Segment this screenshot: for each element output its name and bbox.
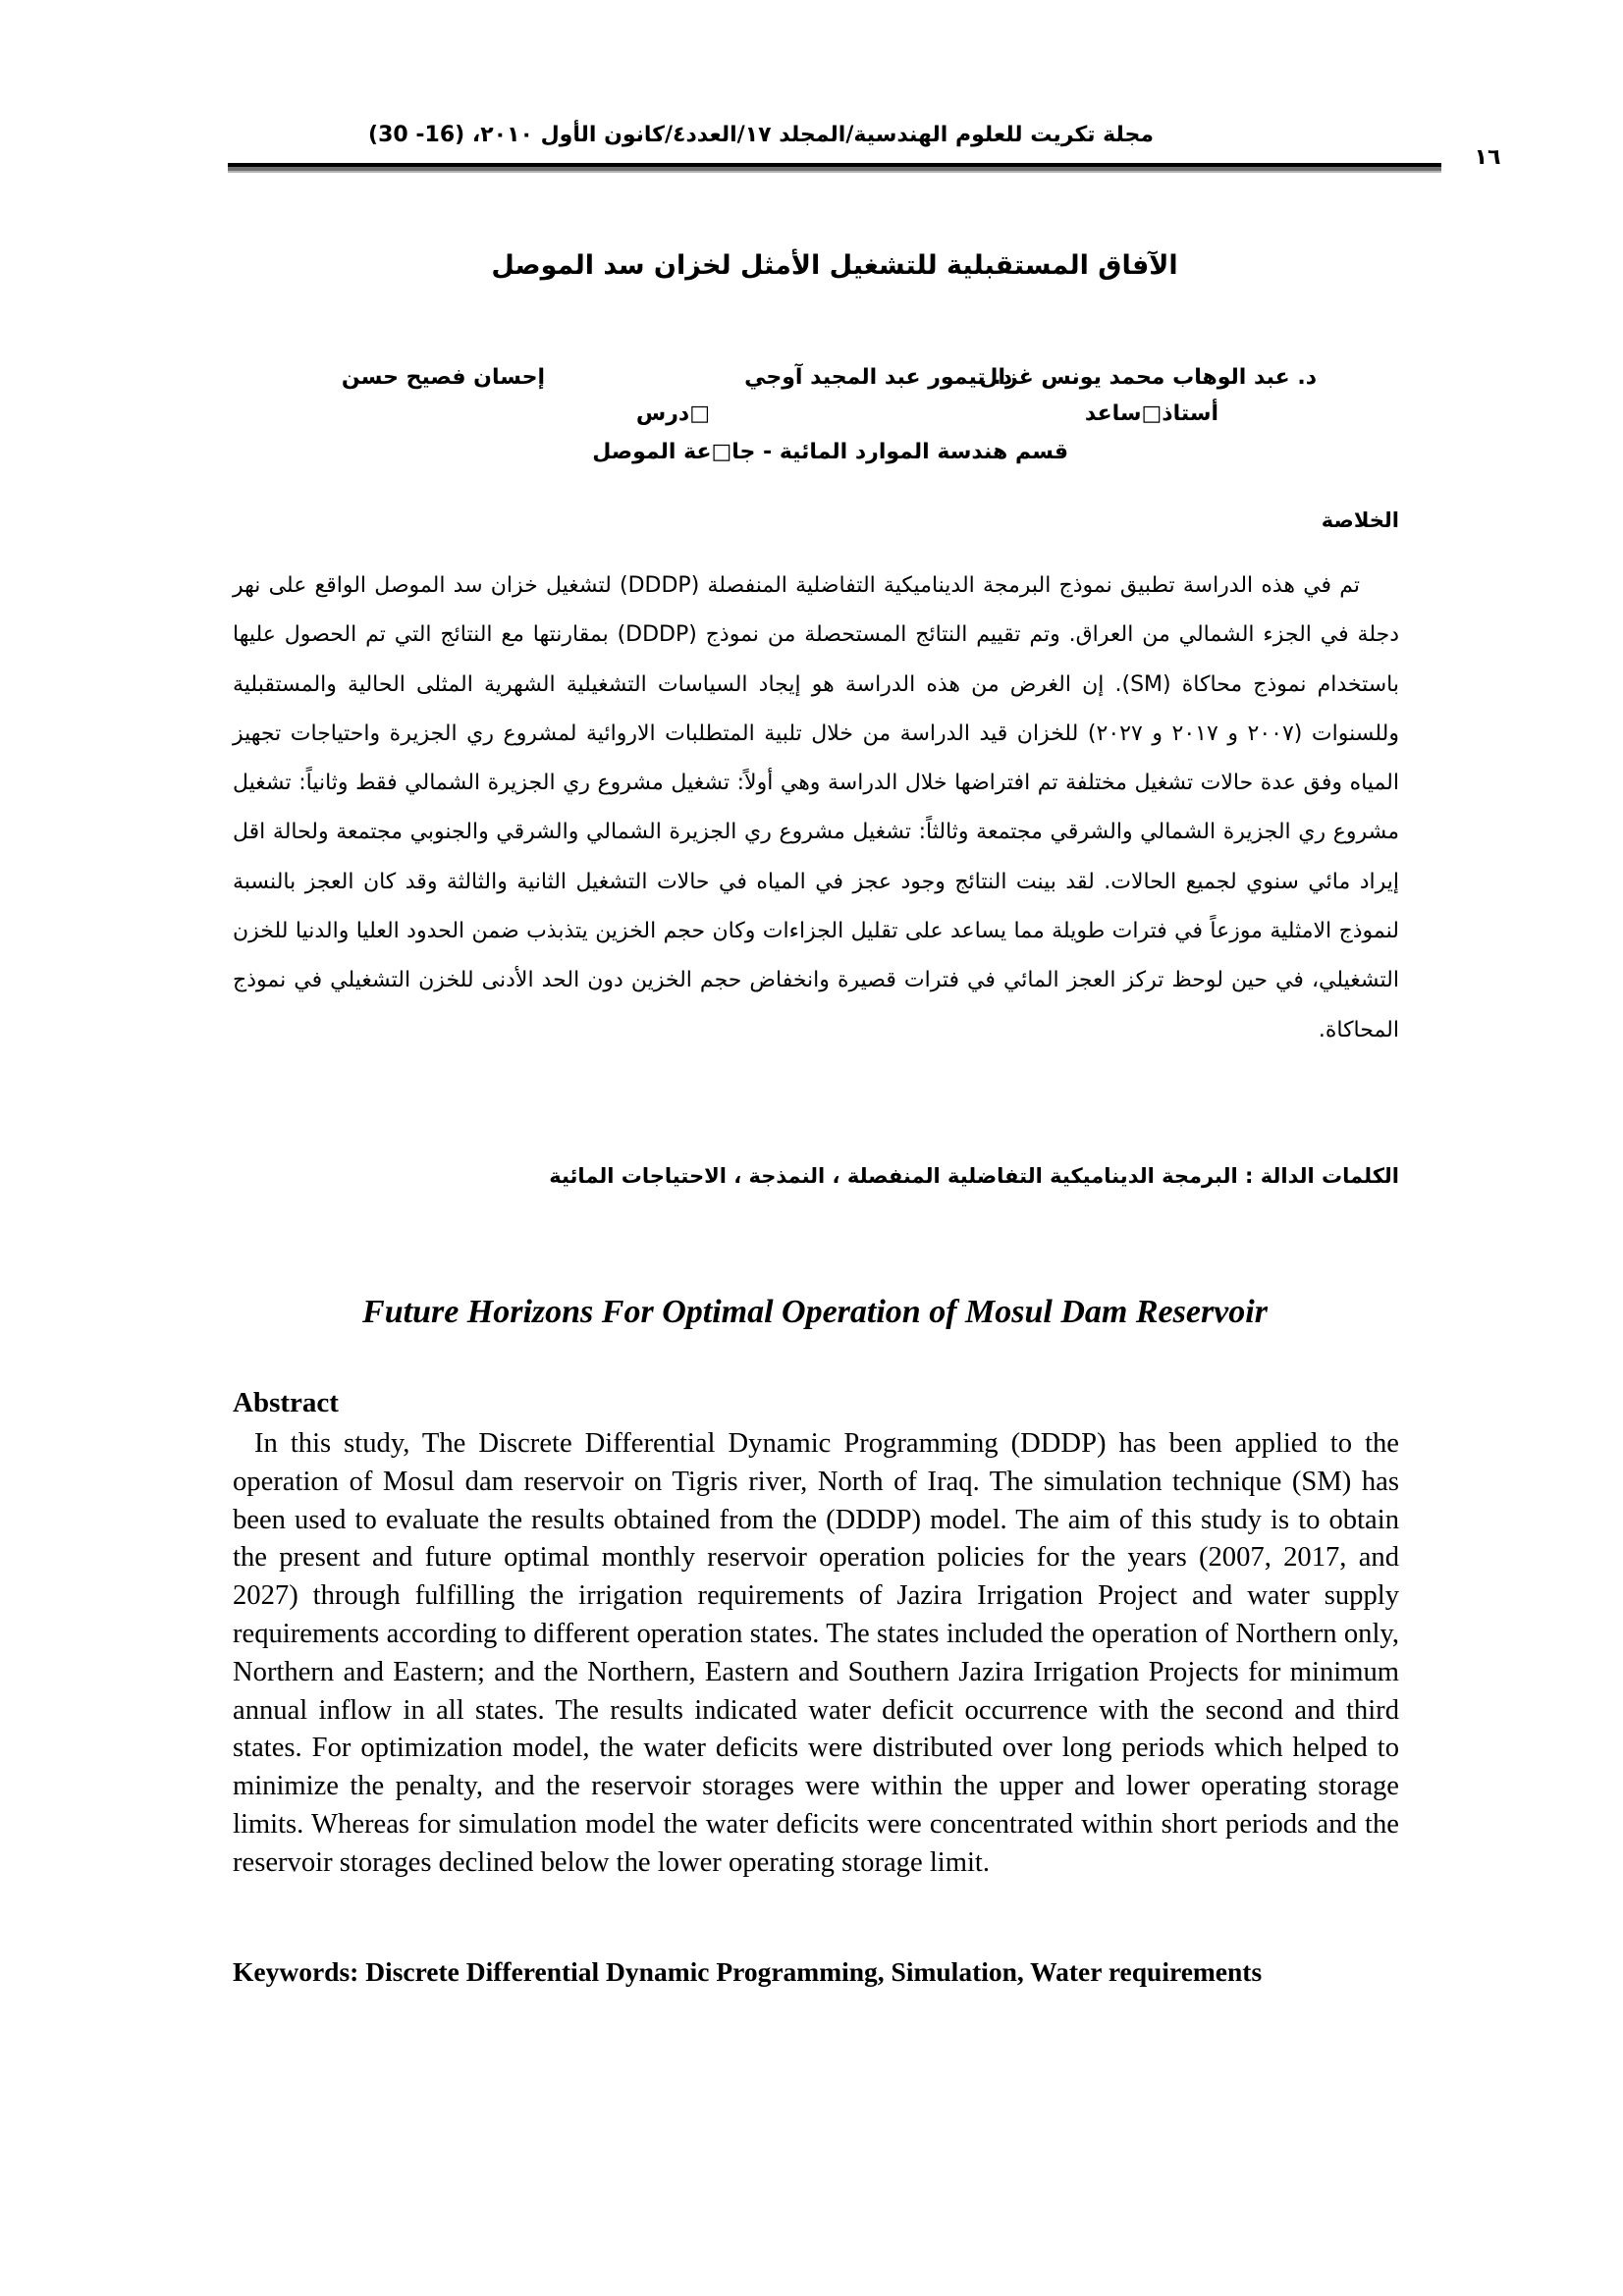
arabic-keywords: الكلمات الدالة : البرمجة الديناميكية التفاضلية المنفصلة ، النمذجة ، الاحتياجات المائية [549, 1164, 1399, 1188]
header-rule [228, 163, 1441, 173]
author-2-rank: □درس [635, 401, 710, 426]
page-number: ١٦ [1474, 145, 1501, 170]
journal-header: مجلة تكريت للعلوم الهندسية/المجلد ١٧/العدد٤/كانون الأول ٢٠١٠، (16- 30) [368, 123, 1154, 147]
header-rule-light [228, 171, 1441, 173]
author-2-name: د. تيمور عبد المجيد آوجي [744, 365, 1012, 390]
arabic-abstract-heading: الخلاصة [1321, 508, 1399, 532]
author-3-name: إحسان فصيح حسن [341, 365, 545, 390]
english-abstract [233, 1425, 1399, 1883]
english-keywords: Keywords: Discrete Differential Dynamic Programming, Simulation, Water requirements [233, 1956, 1263, 1987]
arabic-abstract-body: تم في هذه الدراسة تطبيق نموذج البرمجة الديناميكية التفاضلية المنفصلة (DDDP) لتشغيل خزان سد الموصل الواقع على نهر دجلة في الجزء الشمالي من العراق. وتم تقييم النتائج المستحصلة من نموذج (DDDP) بمقارنتها مع النتائج التي تم الحصول عليها باستخدام نموذج محاكاة (SM). إن الغرض من هذه الدراسة هو إيجاد السياسات التشغيلية الشهرية المثلى الحالية والمستقبلية وللسنوات (٢٠٠٧ و ٢٠١٧ و ٢٠٢٧) للخزان قيد الدراسة من خلال تلبية المتطلبات الاروائية لمشروع ري الجزيرة واحتياجات تجهيز المياه وفق عدة حالات تشغيل مختلفة تم افتراضها خلال الدراسة وهي أولاً: تشغيل مشروع ري الجزيرة الشمالي فقط وثانياً: تشغيل مشروع ري الجزيرة الشمالي والشرقي مجتمعة وثالثاً: تشغيل مشروع ري الجزيرة الشمالي والشرقي والجنوبي مجتمعة ولحالة اقل إيراد مائي سنوي لجميع الحالات. لقد بينت النتائج وجود عجز في المياه في حالات التشغيل الثانية والثالثة وقد كان العجز بالنسبة لنموذج الامثلية موزعاً في فترات طويلة مما يساعد على تقليل الجزاءات وكان حجم الخزين يتذبذب ضمن الحدود العليا والدنيا للخزن التشغيلي، في حين لوحظ تركز العجز المائي في فترات قصيرة وانخفاض حجم الخزين دون الحد الأدنى للخزن التشغيلي في نموذج المحاكاة. [233, 573, 1400, 1042]
english-abstract-body: In this study, The Discrete Differential Dynamic Programming (DDDP) has been applied to the operation of Mosul dam reservoir on Tigris river, North of Iraq. The simulation technique (SM) has been used to evaluate the results obtained from the (DDDP) model. The aim of this study is to obtain the present and future optimal monthly reservoir operation policies for the years (2007, 2017, and 2027) through fulfilling the irrigation requirements of Jazira Irrigation Project and water supply requirements according to different operation states. The states included the operation of Northern only, Northern and Eastern; and the Northern, Eastern and Southern Jazira Irrigation Projects for minimum annual inflow in all states. The results indicated water deficit occurrence with the second and third states. For optimization model, the water deficits were distributed over long periods which helped to minimize the penalty, and the reservoir storages were within the upper and lower operating storage limits. Whereas for simulation model the water deficits were concentrated within short periods and the reservoir storages declined below the lower operating storage limit. [233, 1428, 1399, 1878]
author-1-rank: أستاذ□ساعد [1084, 401, 1218, 426]
arabic-abstract [233, 561, 1399, 1055]
affiliation: قسم هندسة الموارد المائية - جا□عة الموصل [592, 440, 1068, 464]
arabic-title: الآفاق المستقبلية للتشغيل الأمثل لخزان سد الموصل [491, 250, 1178, 281]
english-abstract-heading: Abstract [233, 1387, 339, 1418]
author-1-name: د. عبد الوهاب محمد يونس غزال [979, 365, 1317, 390]
english-title: Future Horizons For Optimal Operation of Mosul Dam Reservoir [362, 1294, 1268, 1330]
